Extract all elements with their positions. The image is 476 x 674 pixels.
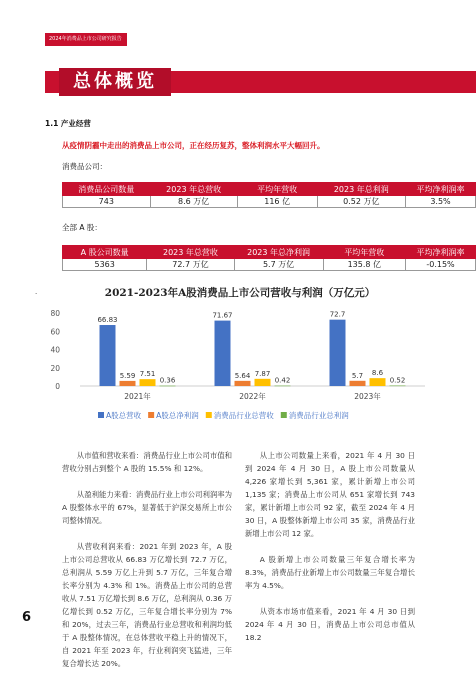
table-cell: 3.5% [405, 196, 475, 208]
table-header-cell: 2023 年总营收 [150, 183, 237, 196]
legend-swatch [148, 412, 154, 418]
legend-swatch [206, 412, 212, 418]
chart-bar [100, 325, 116, 386]
chart-bar [235, 381, 251, 386]
chart-bar [120, 381, 136, 386]
y-tick-label: 60 [50, 327, 60, 337]
data-label: 0.36 [159, 376, 176, 385]
chart-bar [370, 378, 386, 386]
y-tick-label: 20 [50, 363, 60, 373]
table-cell: 0.52 万亿 [317, 196, 405, 208]
table-header-cell: 2023 年总营收 [147, 246, 234, 259]
table-cell: 135.8 亿 [323, 259, 405, 271]
legend-label: 消费品行业总利润 [288, 411, 349, 420]
chart-bar [350, 381, 366, 386]
x-tick-label: 2022年 [239, 392, 266, 401]
data-label: 7.51 [139, 370, 156, 379]
banner-title: 总体概览 [59, 68, 171, 96]
consumer-table-label: 消费品公司： [62, 162, 107, 171]
ashare-stats-table [62, 245, 476, 271]
revenue-profit-chart [0, 300, 476, 430]
data-label: 5.64 [234, 371, 251, 380]
table-header-cell: 消费品公司数量 [63, 183, 151, 196]
table-header-row [63, 183, 476, 196]
ashare-table-label: 全部 A 股： [62, 223, 102, 232]
paragraph: 从营收利润来看：2021 年到 2023 年，A 股上市公司总营收从 66.83 万亿增长到 72.7 万亿，总利润从 5.59 万亿上升到 5.7 万亿，三年复合增长率分别为 4.3% 和 1%。消费品上市公司的总营收从 7.51 万亿增长到 8.6 万亿，总利润从 0.36 万亿增长到 0.52 万亿，三年复合增长率分别为 7% 和 20%，过去三年，消费品行业总营收和利润均低于 A 股整体情况，在总体营收平稳上升的情况下，自 2021 年至 2023 年，行业利润突飞猛进，三年复合增长达 20%。 [62, 542, 232, 668]
data-label: 7.87 [254, 369, 271, 378]
table-header-cell: 2023 年总净利润 [234, 246, 323, 259]
y-tick-label: 80 [50, 309, 60, 318]
chart-bar [330, 320, 346, 386]
table-cell: 116 亿 [237, 196, 317, 208]
highlight-text: 从疫情阴霾中走出的消费品上市公司，正在经历复苏，整体利润水平大幅回升。 [62, 141, 325, 150]
y-tick-label: 0 [55, 382, 60, 391]
table-cell: 743 [63, 196, 151, 208]
table-header-cell: 平均净利润率 [405, 183, 475, 196]
data-label: 0.42 [274, 376, 291, 385]
table-header-row [63, 246, 476, 259]
table-header-cell: 平均净利润率 [406, 246, 476, 259]
table-header-cell: 2023 年总利润 [317, 183, 405, 196]
data-label: 0.52 [389, 376, 406, 385]
chart-bar [215, 321, 231, 386]
section-banner [45, 68, 476, 96]
page-number: 6 [22, 610, 32, 625]
table-header-cell: 平均年营收 [237, 183, 317, 196]
table-header-cell: A 股公司数量 [63, 246, 147, 259]
section-title: 1.1 产业经营 [45, 119, 91, 128]
chart-marker: . [35, 288, 38, 296]
x-tick-label: 2021年 [124, 392, 151, 401]
paragraph: 从资本市场市值来看，2021 年 4 月 30 日到 2024 年 4 月 30 日，消费品上市公司总市值从 18.2 [245, 607, 415, 642]
table-header-cell: 平均年营收 [323, 246, 405, 259]
table-row [63, 196, 476, 208]
table-cell: 5.7 万亿 [234, 259, 323, 271]
paragraph: A 股新增上市公司数量三年复合增长率为 8.3%，消费品行业新增上市公司数量三年复合增长率为 4.5%。 [245, 555, 415, 590]
chart-bar [160, 386, 176, 387]
chart-bar [140, 379, 156, 386]
data-label: 8.6 [371, 369, 384, 378]
legend-swatch [98, 412, 104, 418]
legend-label: 消费品行业总营收 [213, 411, 274, 420]
x-tick-label: 2023年 [354, 392, 381, 401]
data-label: 71.67 [212, 311, 233, 320]
data-label: 66.83 [97, 316, 118, 325]
right-text-column [245, 449, 415, 657]
paragraph: 从市值和营收来看：消费品行业上市公司市值和营收分别占到整个 A 股的 15.5% 和 12%。 [62, 451, 233, 473]
consumer-stats-table [62, 182, 476, 208]
legend-swatch [281, 412, 287, 418]
table-cell: 8.6 万亿 [150, 196, 237, 208]
chart-title: 2021-2023年A股消费品上市公司营收与利润（万亿元） [104, 287, 376, 299]
data-label: 72.7 [329, 310, 346, 319]
legend-label: A股总营收 [106, 411, 142, 420]
left-text-column [62, 449, 232, 674]
table-cell: -0.15% [406, 259, 476, 271]
chart-bar [255, 379, 271, 386]
table-cell: 5363 [63, 259, 147, 271]
paragraph: 从盈利能力来看：消费品行业上市公司利润率为 A 股整体水平的 67%，显著低于沪深交易所上市公司整体情况。 [62, 490, 233, 525]
paragraph: 从上市公司数量上来看，2021 年 4 月 30 日到 2024 年 4 月 30 日，A 股上市公司数量从 4,226 家增长到 5,361 家，累计新增上市公司 1,135 家；消费品上市公司从 651 家增长到 743 家，累计新增上市公司 92 家，截至 2024 年 4 月 30 日，A 股整体新增上市公司 35 家，消费品行业新增上市公司 12 家。 [245, 451, 415, 538]
chart-bar [390, 386, 406, 387]
table-cell: 72.7 万亿 [147, 259, 234, 271]
chart-bar [275, 386, 291, 387]
data-label: 5.7 [351, 371, 364, 380]
legend-label: A股总净利润 [156, 411, 199, 420]
report-header-tag: 2024年消费品上市公司研究报告 [45, 33, 127, 46]
table-row [63, 259, 476, 271]
y-tick-label: 40 [50, 345, 60, 355]
data-label: 5.59 [119, 371, 136, 380]
